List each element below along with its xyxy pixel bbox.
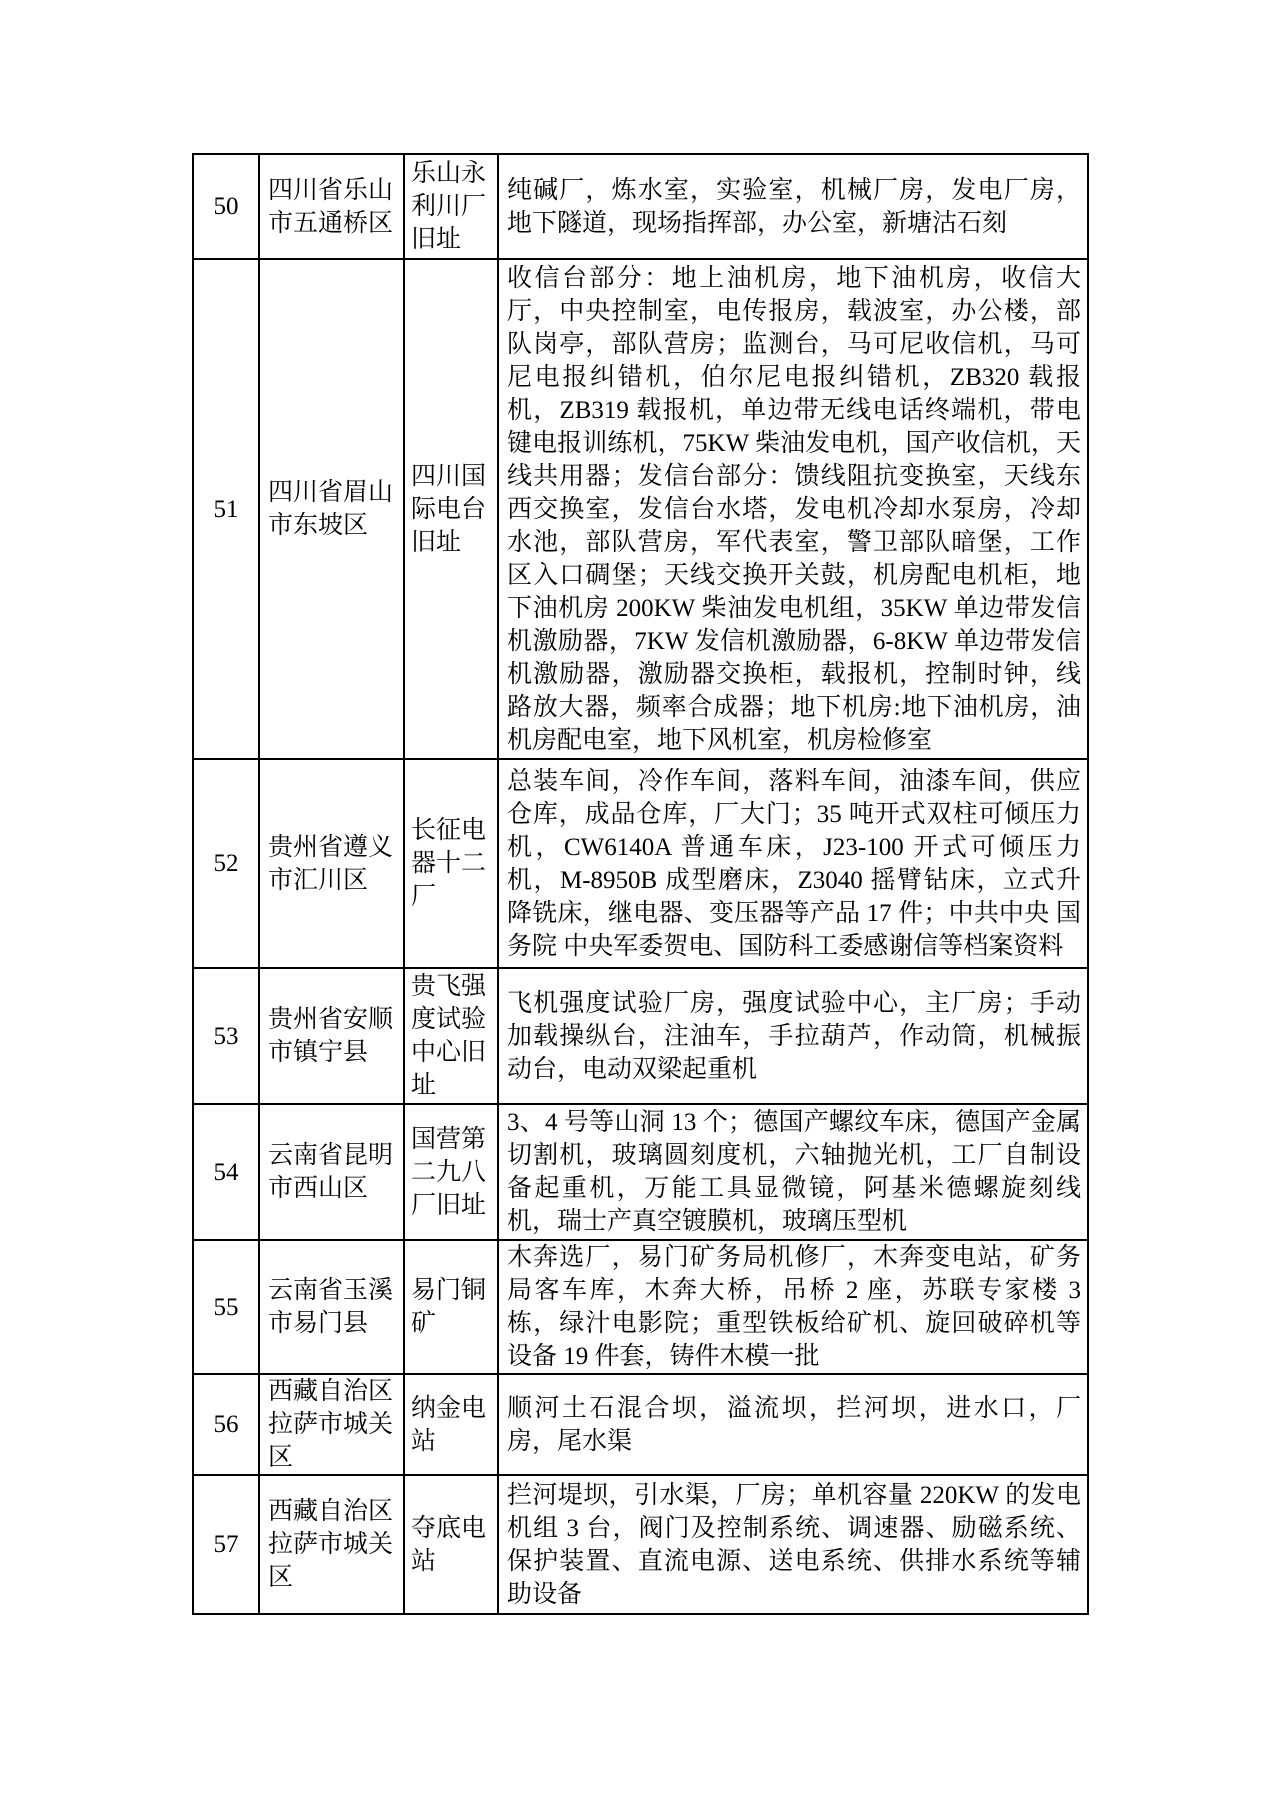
cell-location: 贵州省遵义市汇川区 [259,759,404,968]
cell-description: 拦河堤坝，引水渠，厂房；单机容量 220KW 的发电机组 3 台，阀门及控制系统、调速器、励磁系统、保护装置、直流电源、送电系统、供排水系统等辅助设备 [498,1475,1088,1614]
cell-number: 51 [193,259,259,759]
cell-number: 52 [193,759,259,968]
cell-site-name: 国营第二九八厂旧址 [404,1104,498,1240]
cell-location: 西藏自治区拉萨市城关区 [259,1374,404,1475]
cell-site-name: 夺底电站 [404,1475,498,1614]
cell-site-name: 纳金电站 [404,1374,498,1475]
cell-location: 四川省乐山市五通桥区 [259,154,404,259]
cell-number: 56 [193,1374,259,1475]
table-row [193,1240,1088,1374]
table-row [193,968,1088,1104]
cell-number: 55 [193,1240,259,1374]
cell-number: 50 [193,154,259,259]
cell-site-name: 易门铜矿 [404,1240,498,1374]
cell-site-name: 贵飞强度试验中心旧址 [404,968,498,1104]
cell-number: 57 [193,1475,259,1614]
cell-location: 西藏自治区拉萨市城关区 [259,1475,404,1614]
table-row [193,759,1088,968]
table-row [193,1475,1088,1614]
cell-description: 收信台部分：地上油机房，地下油机房，收信大厅，中央控制室，电传报房，载波室，办公楼，部队岗亭，部队营房；监测台，马可尼收信机，马可尼电报纠错机，伯尔尼电报纠错机，ZB320 载报机，ZB319 载报机，单边带无线电话终端机，带电键电报训练机，75KW 柴油发电机，国产收信机，天线共用器；发信台部分：馈线阻抗变换室，天线东西交换室，发信台水塔，发电机冷却水泵房，冷却水池，部队营房，军代表室，警卫部队暗堡，工作区入口碉堡；天线交换开关鼓，机房配电机柜，地下油机房 200KW 柴油发电机组，35KW 单边带发信机激励器，7KW 发信机激励器，6-8KW 单边带发信机激励器，激励器交换柜，载报机，控制时钟，线路放大器，频率合成器；地下机房:地下油机房，油机房配电室，地下风机室，机房检修室 [498,259,1088,759]
table-row [193,154,1088,259]
cell-location: 云南省玉溪市易门县 [259,1240,404,1374]
cell-number: 54 [193,1104,259,1240]
cell-location: 四川省眉山市东坡区 [259,259,404,759]
cell-site-name: 乐山永利川厂旧址 [404,154,498,259]
table-row [193,1104,1088,1240]
cell-description: 总装车间，冷作车间，落料车间，油漆车间，供应仓库，成品仓库，厂大门；35 吨开式双柱可倾压力机，CW6140A 普通车床，J23-100 开式可倾压力机，M-8950B 成型磨床，Z3040 摇臂钻床，立式升降铣床，继电器、变压器等产品 17 件；中共中央 国务院 中央军委贺电、国防科工委感谢信等档案资料 [498,759,1088,968]
cell-location: 贵州省安顺市镇宁县 [259,968,404,1104]
cell-description: 飞机强度试验厂房，强度试验中心，主厂房；手动加载操纵台，注油车，手拉葫芦，作动筒，机械振动台，电动双梁起重机 [498,968,1088,1104]
cell-description: 3、4 号等山洞 13 个；德国产螺纹车床，德国产金属切割机，玻璃圆刻度机，六轴抛光机，工厂自制设备起重机，万能工具显微镜，阿基米德螺旋刻线机，瑞士产真空镀膜机，玻璃压型机 [498,1104,1088,1240]
cell-description: 纯碱厂，炼水室，实验室，机械厂房，发电厂房，地下隧道，现场指挥部，办公室，新塘沽石刻 [498,154,1088,259]
cell-location: 云南省昆明市西山区 [259,1104,404,1240]
heritage-sites-table [192,153,1089,1615]
cell-number: 53 [193,968,259,1104]
cell-description: 木奔选厂，易门矿务局机修厂，木奔变电站，矿务局客车库，木奔大桥，吊桥 2 座，苏联专家楼 3 栋，绿汁电影院；重型铁板给矿机、旋回破碎机等设备 19 件套，铸件木模一批 [498,1240,1088,1374]
cell-site-name: 四川国际电台旧址 [404,259,498,759]
cell-site-name: 长征电器十二厂 [404,759,498,968]
cell-description: 顺河土石混合坝，溢流坝，拦河坝，进水口，厂房，尾水渠 [498,1374,1088,1475]
table-row [193,1374,1088,1475]
table-row [193,259,1088,759]
